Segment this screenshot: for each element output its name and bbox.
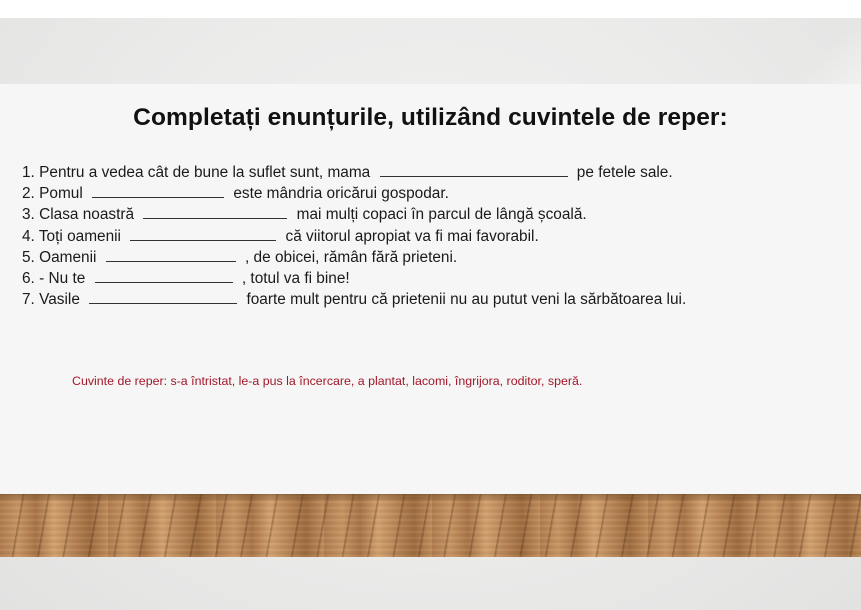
answer-blank-5[interactable] xyxy=(106,246,236,262)
sentence-number: 3. xyxy=(22,206,35,224)
sentence-item-5 xyxy=(22,246,852,267)
answer-blank-3[interactable] xyxy=(143,203,287,219)
slide-title: Completați enunțurile, utilizând cuvintele de reper: xyxy=(133,104,728,131)
reference-words: Cuvinte de reper: s-a întristat, le-a pus la încercare, a plantat, lacomi, îngrijora, roditor, speră. xyxy=(72,374,583,388)
sentence-number: 7. xyxy=(22,291,35,309)
slide-stage xyxy=(0,18,861,610)
sentence-text-after: mai mulți copaci în parcul de lângă școală. xyxy=(296,206,587,224)
answer-blank-4[interactable] xyxy=(130,225,276,241)
sentence-text-before: Oamenii xyxy=(39,248,97,266)
sentence-text-after: pe fetele sale. xyxy=(576,164,673,181)
sentence-item-3 xyxy=(22,203,852,224)
sentence-text-before: - Nu te xyxy=(39,269,86,287)
sentence-text-after: este mândria oricărui gospodar. xyxy=(233,185,449,203)
sentence-item-6 xyxy=(22,267,852,288)
sentence-number: 2. xyxy=(22,185,35,203)
sentence-text-after: , totul va fi bine! xyxy=(241,269,350,287)
sentence-text-before: Clasa noastră xyxy=(39,206,135,224)
sentence-text-after: foarte mult pentru că prietenii nu au putut veni la sărbătoarea lui. xyxy=(246,291,687,309)
slide-background xyxy=(0,18,861,610)
answer-blank-1[interactable] xyxy=(380,161,568,177)
sentence-text-before: Vasile xyxy=(39,291,80,309)
sentence-number: 6. xyxy=(22,269,35,287)
sentence-item-2 xyxy=(22,182,852,203)
sentence-item-7 xyxy=(22,288,852,309)
sentence-text-before: Pentru a vedea cât de bune la suflet sunt, mama xyxy=(39,164,371,181)
sentence-text-before: Pomul xyxy=(39,185,83,203)
wooden-floor-decoration xyxy=(0,494,861,557)
answer-blank-2[interactable] xyxy=(92,182,224,198)
sentence-item-4 xyxy=(22,225,852,246)
answer-blank-7[interactable] xyxy=(89,288,237,304)
sentence-number: 1. xyxy=(22,164,35,181)
sentence-number: 5. xyxy=(22,248,35,266)
sentence-text-after: , de obicei, rămân fără prieteni. xyxy=(245,248,458,266)
sentence-text-after: că viitorul apropiat va fi mai favorabil. xyxy=(285,227,539,245)
sentence-number: 4. xyxy=(22,227,35,245)
sentence-item-1 xyxy=(22,161,852,182)
sentence-text-before: Toți oamenii xyxy=(38,227,121,245)
answer-blank-6[interactable] xyxy=(95,267,233,283)
sentence-list xyxy=(22,161,852,309)
